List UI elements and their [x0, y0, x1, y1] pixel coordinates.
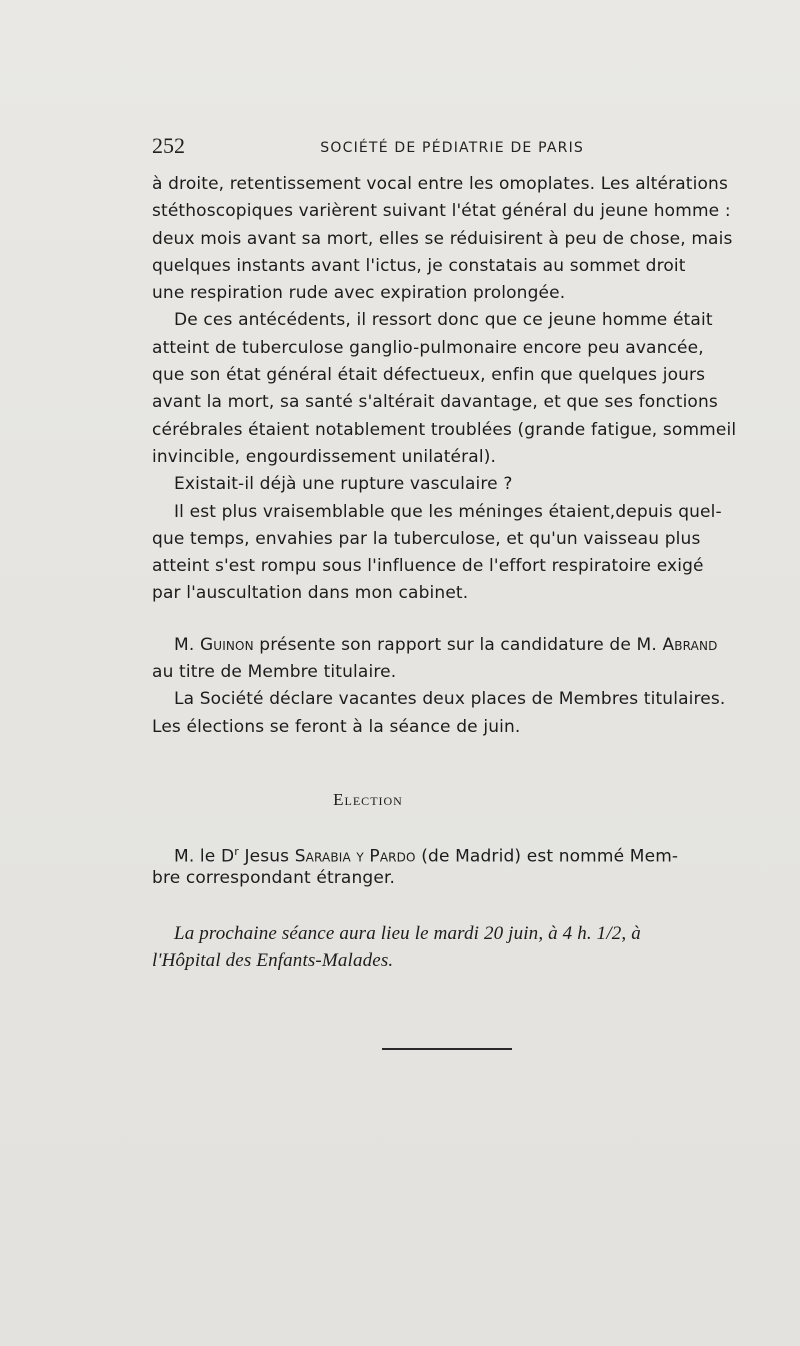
- text-line: une respiration rude avec expiration prolongée.: [152, 283, 566, 304]
- text-line: que son état général était défectueux, enfin que quelques jours: [152, 365, 706, 386]
- text-line: à droite, retentissement vocal entre les omoplates. Les altérations: [152, 174, 728, 194]
- paragraph-gap: [152, 608, 584, 632]
- page-number: 252: [152, 133, 185, 158]
- text-line: avant la mort, sa santé s'altérait davantage, et que ses fonctions: [152, 392, 718, 413]
- text-line: [152, 838, 679, 867]
- text-run: M.: [174, 634, 195, 655]
- end-rule: [382, 1048, 512, 1050]
- text-line: Il est plus vraisemblable que les méninges étaient,depuis quel-: [174, 501, 722, 522]
- candidate-name: Abrand: [662, 634, 718, 655]
- text-line: La prochaine séance aura lieu le mardi 20 juin, à 4 h. 1/2, à: [174, 923, 641, 944]
- next-meeting-announcement: [152, 920, 641, 975]
- text-line: De ces antécédents, il ressort donc que ce jeune homme était: [174, 310, 713, 331]
- running-title: SOCIÉTÉ DE PÉDIATRIE DE PARIS: [320, 140, 584, 156]
- section-heading: Election: [333, 790, 403, 809]
- page-header: [152, 133, 584, 163]
- text-run: présente son rapport sur la candidature de M.: [259, 634, 657, 655]
- text-run: M. le D: [174, 846, 235, 867]
- text-line: stéthoscopiques varièrent suivant l'état général du jeune homme :: [152, 201, 731, 222]
- text-line: que temps, envahies par la tuberculose, et qu'un vaisseau plus: [152, 528, 701, 549]
- text-run: Jesus: [244, 846, 290, 867]
- text-line: par l'auscultation dans mon cabinet.: [152, 583, 469, 604]
- election-paragraph: [152, 838, 679, 893]
- text-line: La Société déclare vacantes deux places de Membres titulaires.: [174, 689, 726, 710]
- author-name: Guinon: [199, 634, 254, 655]
- body-text: [152, 171, 737, 741]
- text-line: Les élections se feront à la séance de juin.: [152, 716, 521, 737]
- text-line: au titre de Membre titulaire.: [152, 662, 397, 683]
- text-line: invincible, engourdissement unilatéral).: [152, 446, 497, 467]
- text-line: deux mois avant sa mort, elles se réduisirent à peu de chose, mais: [152, 228, 733, 249]
- text-line: [152, 632, 718, 659]
- superscript: r: [234, 845, 239, 858]
- text-line: quelques instants avant l'ictus, je constatais au sommet droit: [152, 255, 686, 276]
- text-line: bre correspondant étranger.: [152, 868, 396, 889]
- text-line: Existait-il déjà une rupture vasculaire ?: [174, 474, 513, 495]
- member-name: Sarabia y Pardo: [294, 846, 416, 867]
- text-run: (de Madrid) est nommé Mem-: [421, 846, 679, 867]
- text-line: atteint de tuberculose ganglio-pulmonaire encore peu avancée,: [152, 337, 704, 358]
- text-line: l'Hôpital des Enfants-Malades.: [152, 950, 394, 972]
- text-line: atteint s'est rompu sous l'influence de l'effort respiratoire exigé: [152, 556, 704, 577]
- text-line: cérébrales étaient notablement troublées (grande fatigue, sommeil: [152, 419, 737, 440]
